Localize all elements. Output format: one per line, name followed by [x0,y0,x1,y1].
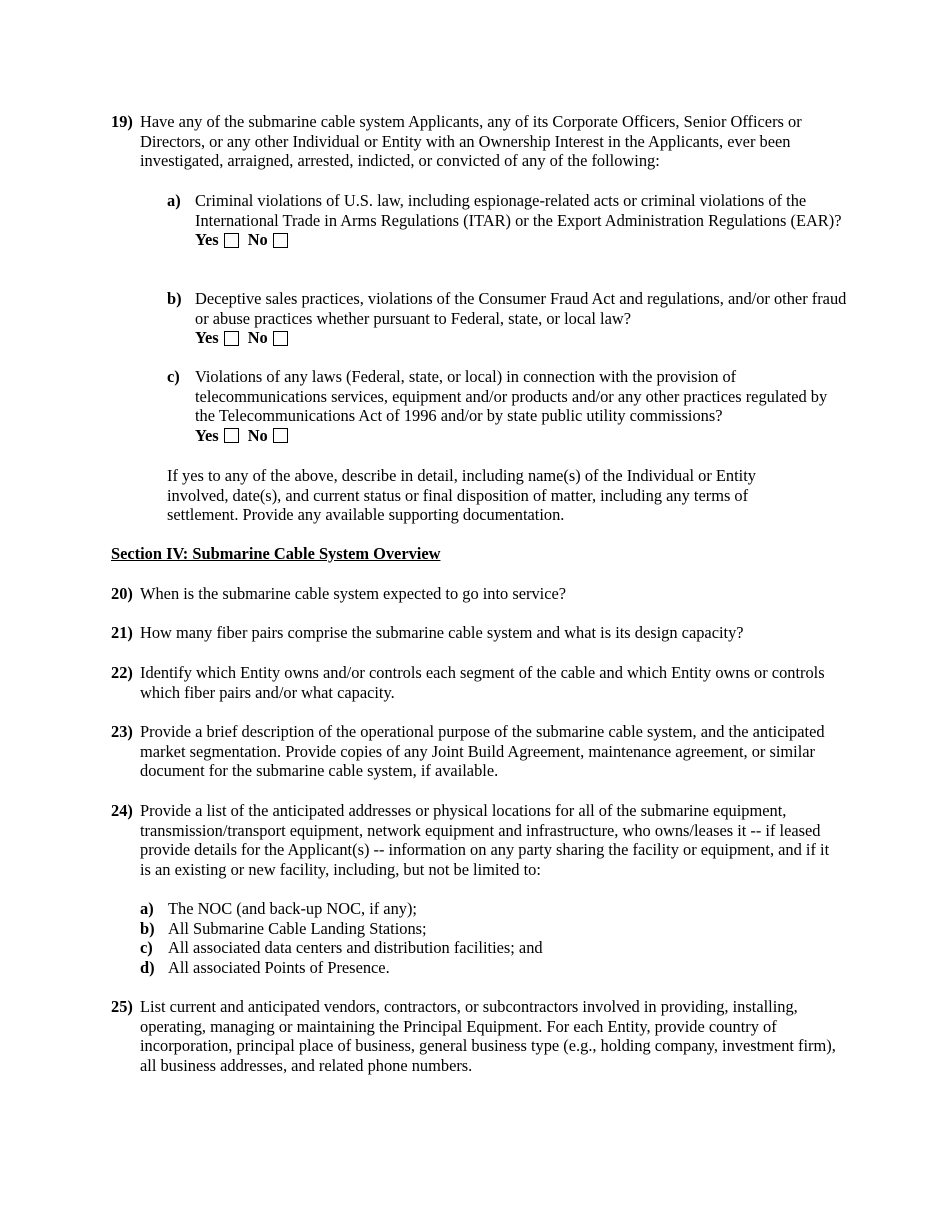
question-number: 19) [111,112,133,131]
question-text: When is the submarine cable system expected to go into service? [140,584,567,603]
no-checkbox[interactable] [273,331,288,346]
item-text: Criminal violations of U.S. law, including espionage-related acts or criminal violations of the International Trade in Arms Regulations (ITAR) or the Export Administration Regulations (EAR)? [195,191,842,230]
question-20 [111,584,841,604]
question-19-item-b [167,289,847,348]
yes-checkbox[interactable] [224,233,239,248]
yes-checkbox[interactable] [224,428,239,443]
yes-label: Yes [195,328,219,348]
item-text: Violations of any laws (Federal, state, or local) in connection with the provision of telecommunications services, equipment and/or products and/or any other practices regulated by the Telecommunications Act of 1996 and/or by state public utility commissions? [195,367,828,426]
question-number: 24) [111,801,133,820]
question-text: Provide a list of the anticipated addresses or physical locations for all of the submarine equipment, transmission/transport equipment, network equipment and infrastructure, who owns/leases it -- if leased provide details for the Applicant(s) -- information on any party sharing the facility or equipment, and if it is an existing or new facility, including, but not be limited to: [140,801,830,880]
question-text: Have any of the submarine cable system Applicants, any of its Corporate Officers, Senior Officers or Directors, or any other Individual or Entity with an Ownership Interest in the Applicants, ever been investigated, arraigned, arrested, indicted, or convicted of any of the following: [140,112,802,171]
question-number: 25) [111,997,133,1016]
question-text: Identify which Entity owns and/or controls each segment of the cable and which Entity owns or controls which fiber pairs and/or what capacity. [140,663,825,702]
question-text: How many fiber pairs comprise the submarine cable system and what is its design capacity? [140,623,744,642]
no-label: No [247,230,268,250]
no-label: No [247,426,268,446]
item-letter: b) [140,918,155,938]
question-19 [111,112,841,171]
yes-checkbox[interactable] [224,331,239,346]
question-21 [111,623,841,643]
question-text: List current and anticipated vendors, contractors, or subcontractors involved in providing, installing, operating, managing or maintaining the Principal Equipment. For each Entity, provide country of incorporation, principal place of business, general business type (e.g., holding company, investment firm), all business addresses, and related phone numbers. [140,997,836,1076]
item-letter: d) [140,958,155,978]
yes-no-group [195,426,847,446]
item-letter: c) [167,367,180,386]
question-text: Provide a brief description of the operational purpose of the submarine cable system, and the anticipated market segmentation. Provide copies of any Joint Build Agreement, maintenance agreement, or similar document for the submarine cable system, if available. [140,722,825,781]
yes-no-group [195,230,847,250]
item-letter: b) [167,289,182,308]
list-item [140,919,840,939]
question-19-item-c [167,367,847,446]
no-label: No [247,328,268,348]
item-text: All associated Points of Presence. [168,958,390,978]
question-24 [111,801,841,880]
item-text: All Submarine Cable Landing Stations; [168,918,427,938]
no-checkbox[interactable] [273,233,288,248]
item-letter: c) [140,938,153,958]
list-item [140,938,840,958]
section-heading: Section IV: Submarine Cable System Overview [111,544,441,563]
question-19-followup: If yes to any of the above, describe in detail, including name(s) of the Individual or Entity involved, date(s), and current status or final disposition of matter, including any terms of settlement. Provide any available supporting documentation. [167,466,756,525]
question-24-list [140,899,840,978]
list-item [140,958,840,978]
yes-no-group [195,328,847,348]
item-text: All associated data centers and distribution facilities; and [168,938,543,958]
item-text: Deceptive sales practices, violations of the Consumer Fraud Act and regulations, and/or other fraud or abuse practices whether pursuant to Federal, state, or local law? [195,289,847,328]
question-number: 20) [111,584,133,603]
item-letter: a) [167,191,181,210]
question-number: 22) [111,663,133,682]
question-19-item-a [167,191,847,250]
list-item [140,899,840,919]
yes-label: Yes [195,426,219,446]
question-22 [111,663,841,702]
question-23 [111,722,841,781]
no-checkbox[interactable] [273,428,288,443]
item-text: The NOC (and back-up NOC, if any); [168,899,417,918]
yes-label: Yes [195,230,219,250]
question-number: 23) [111,722,133,741]
question-number: 21) [111,623,133,642]
question-25 [111,997,841,1076]
item-letter: a) [140,899,154,918]
